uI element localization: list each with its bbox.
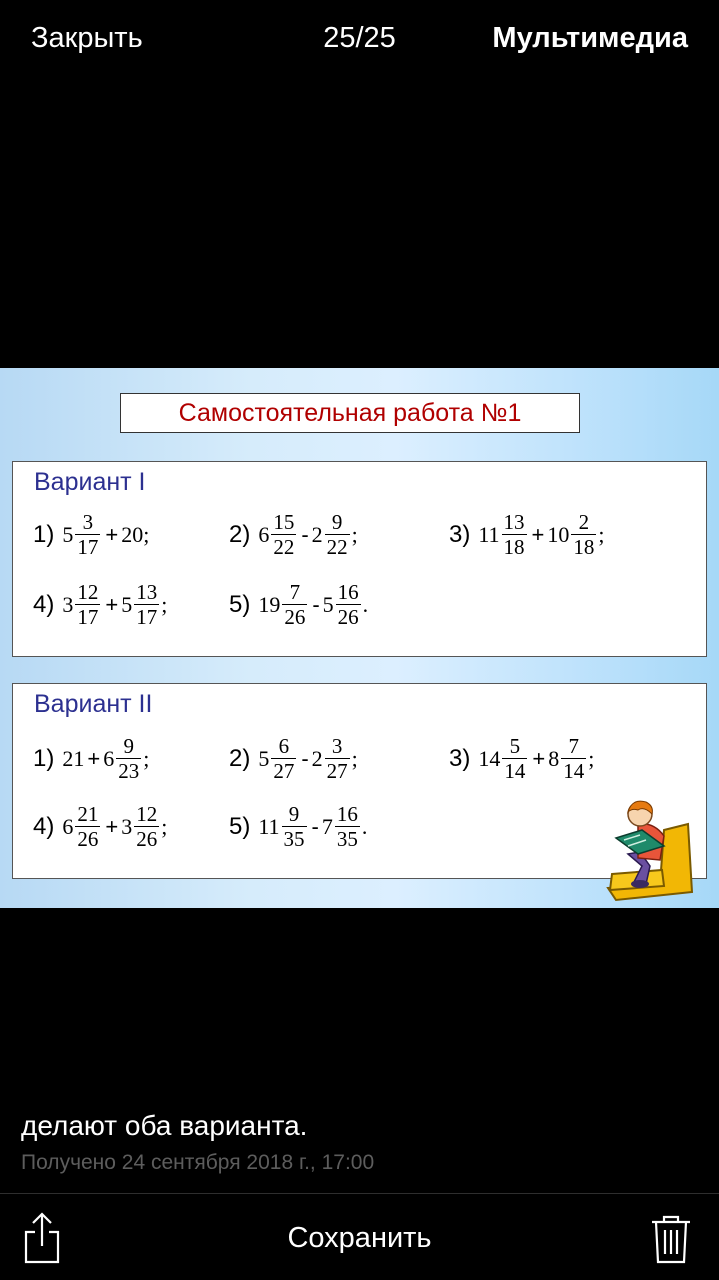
toolbar-divider: [0, 1193, 719, 1194]
fraction: [502, 510, 527, 559]
fraction: [325, 734, 350, 783]
whole-number: 3: [62, 591, 74, 617]
fraction: [561, 734, 586, 783]
close-button[interactable]: Закрыть: [31, 22, 143, 54]
fraction: [335, 802, 360, 851]
numerator: 21: [77, 802, 99, 826]
reading-boy-illustration: [598, 796, 694, 902]
numerator: 15: [273, 510, 295, 534]
whole-number: 6: [258, 521, 270, 547]
denominator: 35: [336, 827, 358, 851]
denominator: 26: [136, 827, 158, 851]
punctuation: ;: [588, 745, 595, 771]
operator: +: [531, 521, 545, 547]
numerator: 6: [278, 734, 290, 758]
exercise-number: 1): [33, 520, 55, 548]
whole-number: 21: [62, 745, 85, 771]
operator: -: [301, 521, 309, 547]
slide-image: [0, 368, 719, 908]
fraction: [75, 510, 100, 559]
operator: +: [105, 591, 119, 617]
variant-title: Вариант I: [34, 468, 146, 496]
punctuation: ;: [143, 745, 150, 771]
operator: +: [532, 745, 546, 771]
fraction: [336, 580, 361, 629]
trash-icon[interactable]: [650, 1214, 692, 1264]
denominator: 17: [136, 605, 158, 629]
numerator: 2: [578, 510, 590, 534]
fraction: [282, 580, 307, 629]
save-button[interactable]: Сохранить: [287, 1222, 432, 1254]
expression: [62, 802, 167, 851]
exercise-number: 2): [229, 744, 251, 772]
whole-number: 2: [311, 745, 323, 771]
exercise: [229, 580, 368, 629]
whole-number: 5: [258, 745, 270, 771]
operator: +: [87, 745, 101, 771]
save-button-wrap: [0, 1222, 719, 1255]
punctuation: ;: [351, 521, 358, 547]
expression: [478, 510, 604, 559]
operator: -: [301, 745, 309, 771]
numerator: 13: [136, 580, 158, 604]
exercise-number: 4): [33, 812, 55, 840]
punctuation: ;: [143, 521, 150, 547]
denominator: 23: [118, 759, 140, 783]
expression: [258, 580, 368, 629]
punctuation: ;: [161, 813, 168, 839]
denominator: 27: [326, 759, 348, 783]
expression: [258, 734, 357, 783]
operator: +: [105, 521, 119, 547]
exercise-number: 5): [229, 590, 251, 618]
numerator: 13: [503, 510, 525, 534]
denominator: 26: [77, 827, 99, 851]
denominator: 18: [573, 535, 595, 559]
whole-number: 14: [478, 745, 501, 771]
fraction: [282, 802, 307, 851]
numerator: 7: [568, 734, 579, 758]
whole-number: 6: [103, 745, 115, 771]
expression: [258, 802, 367, 851]
whole-number: 20: [121, 521, 144, 547]
exercise-number: 1): [33, 744, 55, 772]
whole-number: 11: [258, 813, 280, 839]
slide-title: Самостоятельная работа №1: [120, 393, 580, 433]
expression: [62, 580, 167, 629]
exercise-number: 4): [33, 590, 55, 618]
numerator: 16: [336, 802, 358, 826]
message-caption: делают оба варианта.: [21, 1110, 308, 1141]
whole-number: 5: [62, 521, 74, 547]
exercise: [33, 734, 149, 783]
fraction: [134, 802, 159, 851]
denominator: 35: [283, 827, 305, 851]
exercise: [229, 734, 358, 783]
whole-number: 10: [547, 521, 570, 547]
exercise: [33, 580, 167, 629]
punctuation: ;: [351, 745, 358, 771]
whole-number: 5: [121, 591, 133, 617]
denominator: 22: [273, 535, 295, 559]
fraction: [116, 734, 141, 783]
variant-title: Вариант II: [34, 690, 153, 718]
denominator: 17: [77, 535, 99, 559]
operator: -: [311, 813, 319, 839]
expression: [258, 510, 357, 559]
whole-number: 8: [548, 745, 560, 771]
punctuation: ;: [161, 591, 168, 617]
numerator: 5: [509, 734, 521, 758]
whole-number: 6: [62, 813, 74, 839]
exercise: [449, 734, 594, 783]
exercise-number: 3): [449, 520, 471, 548]
denominator: 14: [563, 759, 585, 783]
variant-1-box: [12, 461, 707, 657]
whole-number: 2: [311, 521, 323, 547]
operator: +: [105, 813, 119, 839]
exercise: [229, 510, 358, 559]
whole-number: 19: [258, 591, 281, 617]
top-bar: [0, 0, 719, 86]
received-timestamp: Получено 24 сентября 2018 г., 17:00: [21, 1151, 375, 1174]
denominator: 17: [77, 605, 99, 629]
fraction: [75, 580, 100, 629]
fraction: [271, 734, 296, 783]
operator: -: [312, 591, 320, 617]
fraction: [134, 580, 159, 629]
numerator: 9: [123, 734, 134, 758]
fraction: [271, 510, 296, 559]
numerator: 9: [288, 802, 300, 826]
denominator: 14: [504, 759, 526, 783]
exercise-number: 3): [449, 744, 471, 772]
numerator: 12: [136, 802, 158, 826]
whole-number: 11: [478, 521, 500, 547]
denominator: 26: [284, 605, 306, 629]
media-button[interactable]: Мультимедиа: [492, 22, 688, 54]
punctuation: ;: [598, 521, 605, 547]
punctuation: .: [362, 591, 369, 617]
denominator: 22: [326, 535, 348, 559]
whole-number: 3: [121, 813, 133, 839]
numerator: 9: [331, 510, 343, 534]
exercise: [449, 510, 605, 559]
fraction: [571, 510, 596, 559]
numerator: 16: [337, 580, 359, 604]
expression: [478, 734, 594, 783]
numerator: 7: [289, 580, 301, 604]
image-counter: 25/25: [323, 22, 396, 54]
whole-number: 5: [322, 591, 334, 617]
fraction: [75, 802, 100, 851]
whole-number: 7: [321, 813, 333, 839]
exercise: [33, 510, 149, 559]
exercise: [33, 802, 167, 851]
numerator: 3: [82, 510, 94, 534]
exercise-number: 2): [229, 520, 251, 548]
expression: [62, 510, 149, 559]
denominator: 18: [503, 535, 525, 559]
exercise: [229, 802, 367, 851]
fraction: [502, 734, 527, 783]
numerator: 12: [77, 580, 99, 604]
exercise-number: 5): [229, 812, 251, 840]
expression: [62, 734, 149, 783]
punctuation: .: [361, 813, 368, 839]
denominator: 26: [337, 605, 359, 629]
fraction: [325, 510, 350, 559]
numerator: 3: [331, 734, 343, 758]
share-icon[interactable]: [22, 1212, 62, 1264]
denominator: 27: [273, 759, 295, 783]
